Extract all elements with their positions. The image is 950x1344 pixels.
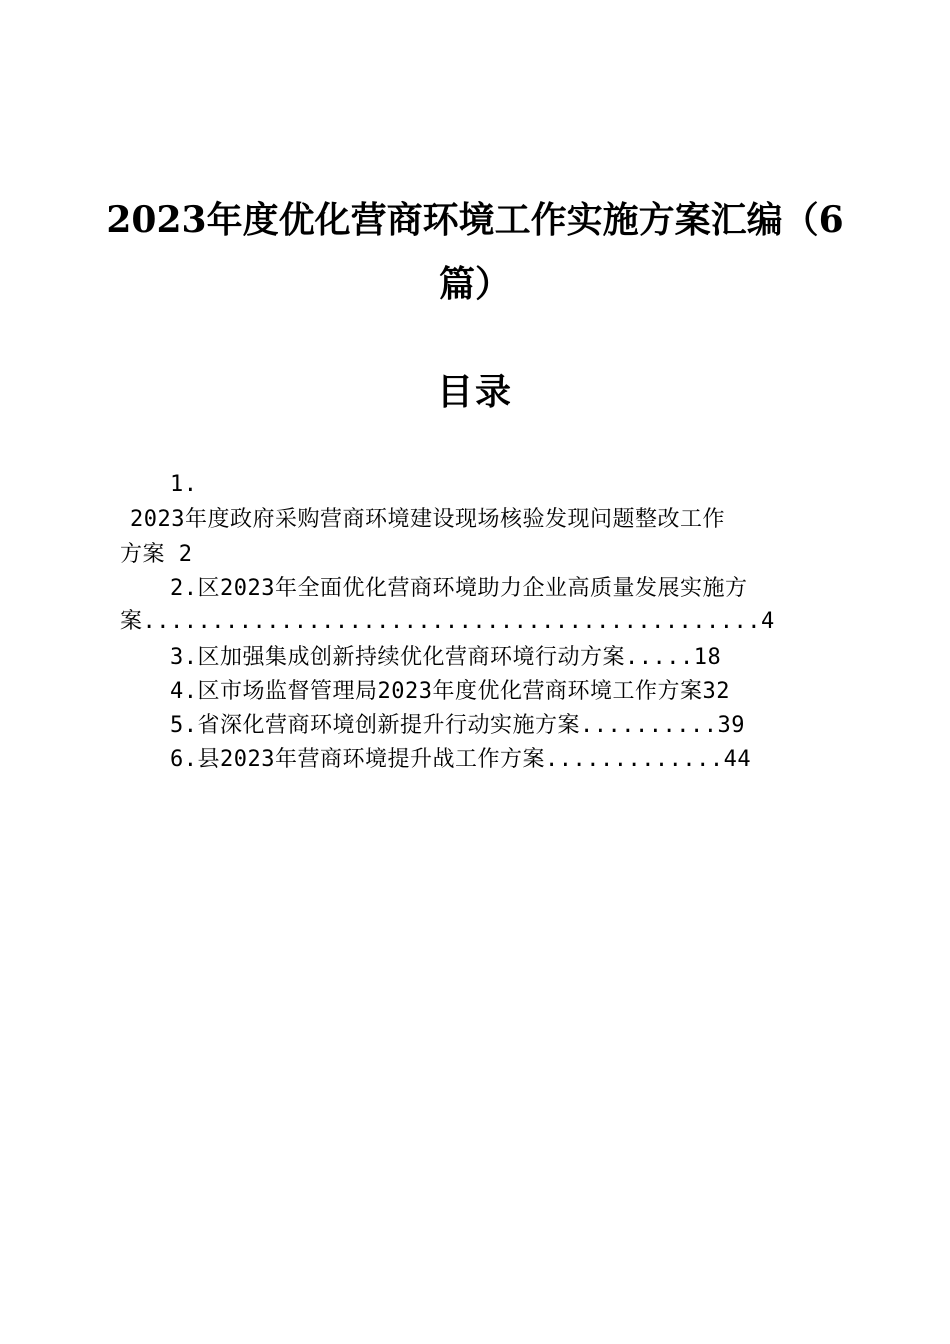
toc-entry-3[interactable]: 3.区加强集成创新持续优化营商环境行动方案.....18 xyxy=(170,645,722,670)
toc-entry-2-title-continued[interactable]: 案.............................................4 xyxy=(120,609,775,634)
toc-heading: 目录 xyxy=(436,371,513,413)
toc-entry-5[interactable]: 5.省深化营商环境创新提升行动实施方案..........39 xyxy=(170,713,745,738)
document-title-line-1: 2023年度优化营商环境工作实施方案汇编（6 xyxy=(106,199,844,241)
toc-entry-1-title-continued[interactable]: 方案 2 xyxy=(120,542,193,567)
toc-entry-1-title[interactable]: 2023年度政府采购营商环境建设现场核验发现问题整改工作 xyxy=(130,507,725,532)
toc-entry-1-number[interactable]: 1. xyxy=(170,472,198,497)
toc-entry-4[interactable]: 4.区市场监督管理局2023年度优化营商环境工作方案32 xyxy=(170,679,730,704)
toc-entry-6[interactable]: 6.县2023年营商环境提升战工作方案.............44 xyxy=(170,747,752,772)
document-title-line-2: 篇） xyxy=(438,263,511,305)
toc-entry-2-title[interactable]: 2.区2023年全面优化营商环境助力企业高质量发展实施方 xyxy=(170,576,748,601)
